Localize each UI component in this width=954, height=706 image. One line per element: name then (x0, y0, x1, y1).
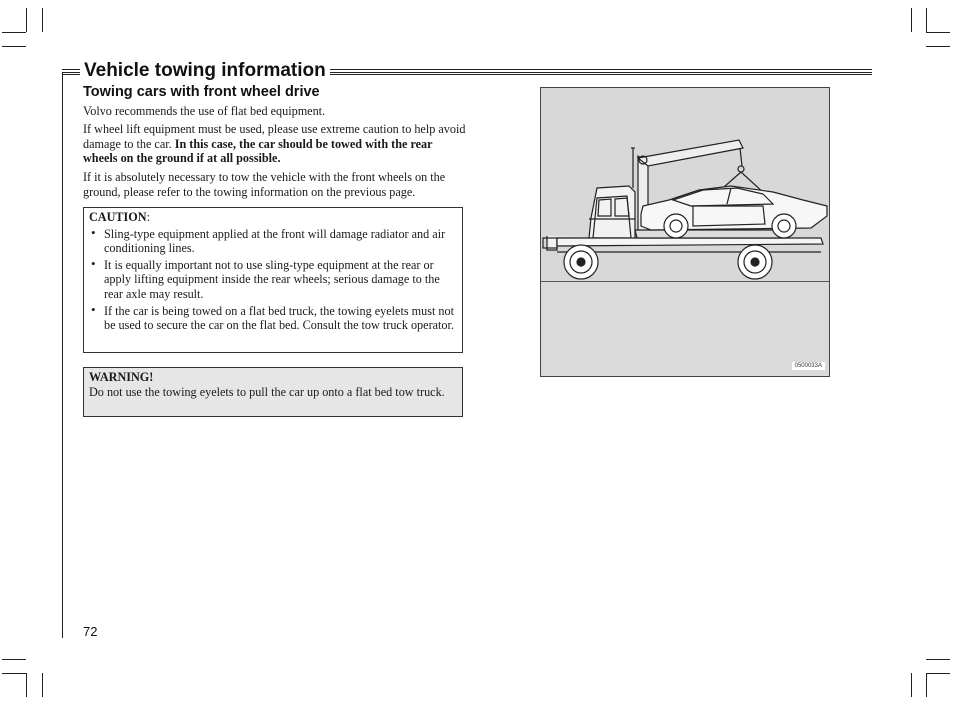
figure-code: 0500033A (792, 362, 825, 370)
list-item (89, 224, 459, 256)
page-number: 72 (83, 624, 98, 639)
illustration-panel (541, 281, 829, 376)
paragraph-emphasis: In this case, the car should be towed with the rear wheels on the ground if at all possible. (83, 136, 433, 166)
warning-heading: WARNING! (89, 370, 154, 384)
crop-mark (926, 32, 950, 33)
crop-mark (42, 8, 43, 32)
crop-mark (911, 673, 912, 697)
list-item-text: Sling-type equipment applied at the front will damage radiator and air conditioning lines. (104, 226, 446, 256)
list-item-text: It is equally important not to use sling-type equipment at the rear or apply lifting equipment inside the rear wheels; serious damage to the rear axle may result. (104, 257, 440, 301)
list-item-text: If the car is being towed on a flat bed truck, the towing eyelets must not be used to secure the car on the flat bed. Consult the tow truck operator. (104, 303, 454, 333)
caution-colon: : (146, 210, 150, 224)
paragraph: If it is absolutely necessary to tow the vehicle with the front wheels on the ground, please refer to the towing information on the previous page. (83, 170, 446, 199)
paragraph: Volvo recommends the use of flat bed equipment. (83, 104, 326, 118)
tow-truck-drawing (541, 88, 829, 281)
crop-mark (926, 46, 950, 47)
paragraph-text: If wheel lift equipment must be used, please use extreme caution to help avoid damage to the car. (83, 122, 466, 151)
crop-mark (2, 32, 26, 33)
warning-text: Do not use the towing eyelets to pull the car up onto a flat bed tow truck. (89, 384, 445, 399)
bullet-icon: • (91, 255, 96, 271)
section-heading: Towing cars with front wheel drive (83, 84, 320, 100)
caution-list (89, 224, 459, 333)
crop-mark (2, 46, 26, 47)
crop-mark (926, 673, 950, 674)
caution-heading: CAUTION (89, 210, 147, 224)
warning-box (83, 367, 463, 417)
caution-box (83, 207, 463, 353)
page-header (62, 60, 872, 82)
crop-mark (42, 673, 43, 697)
crop-mark (911, 8, 912, 32)
crop-mark (2, 673, 26, 674)
tow-truck-illustration (540, 87, 830, 377)
page-title: Vehicle towing information (80, 60, 330, 82)
crop-mark (2, 659, 26, 660)
crop-mark (26, 8, 27, 32)
margin-rule (62, 72, 63, 638)
paragraph (83, 122, 468, 166)
bullet-icon: • (91, 301, 96, 317)
list-item (89, 255, 459, 302)
crop-mark (26, 673, 27, 697)
crop-mark (926, 659, 950, 660)
crop-mark (926, 8, 927, 32)
list-item (89, 301, 459, 333)
bullet-icon: • (91, 224, 96, 240)
crop-mark (926, 673, 927, 697)
